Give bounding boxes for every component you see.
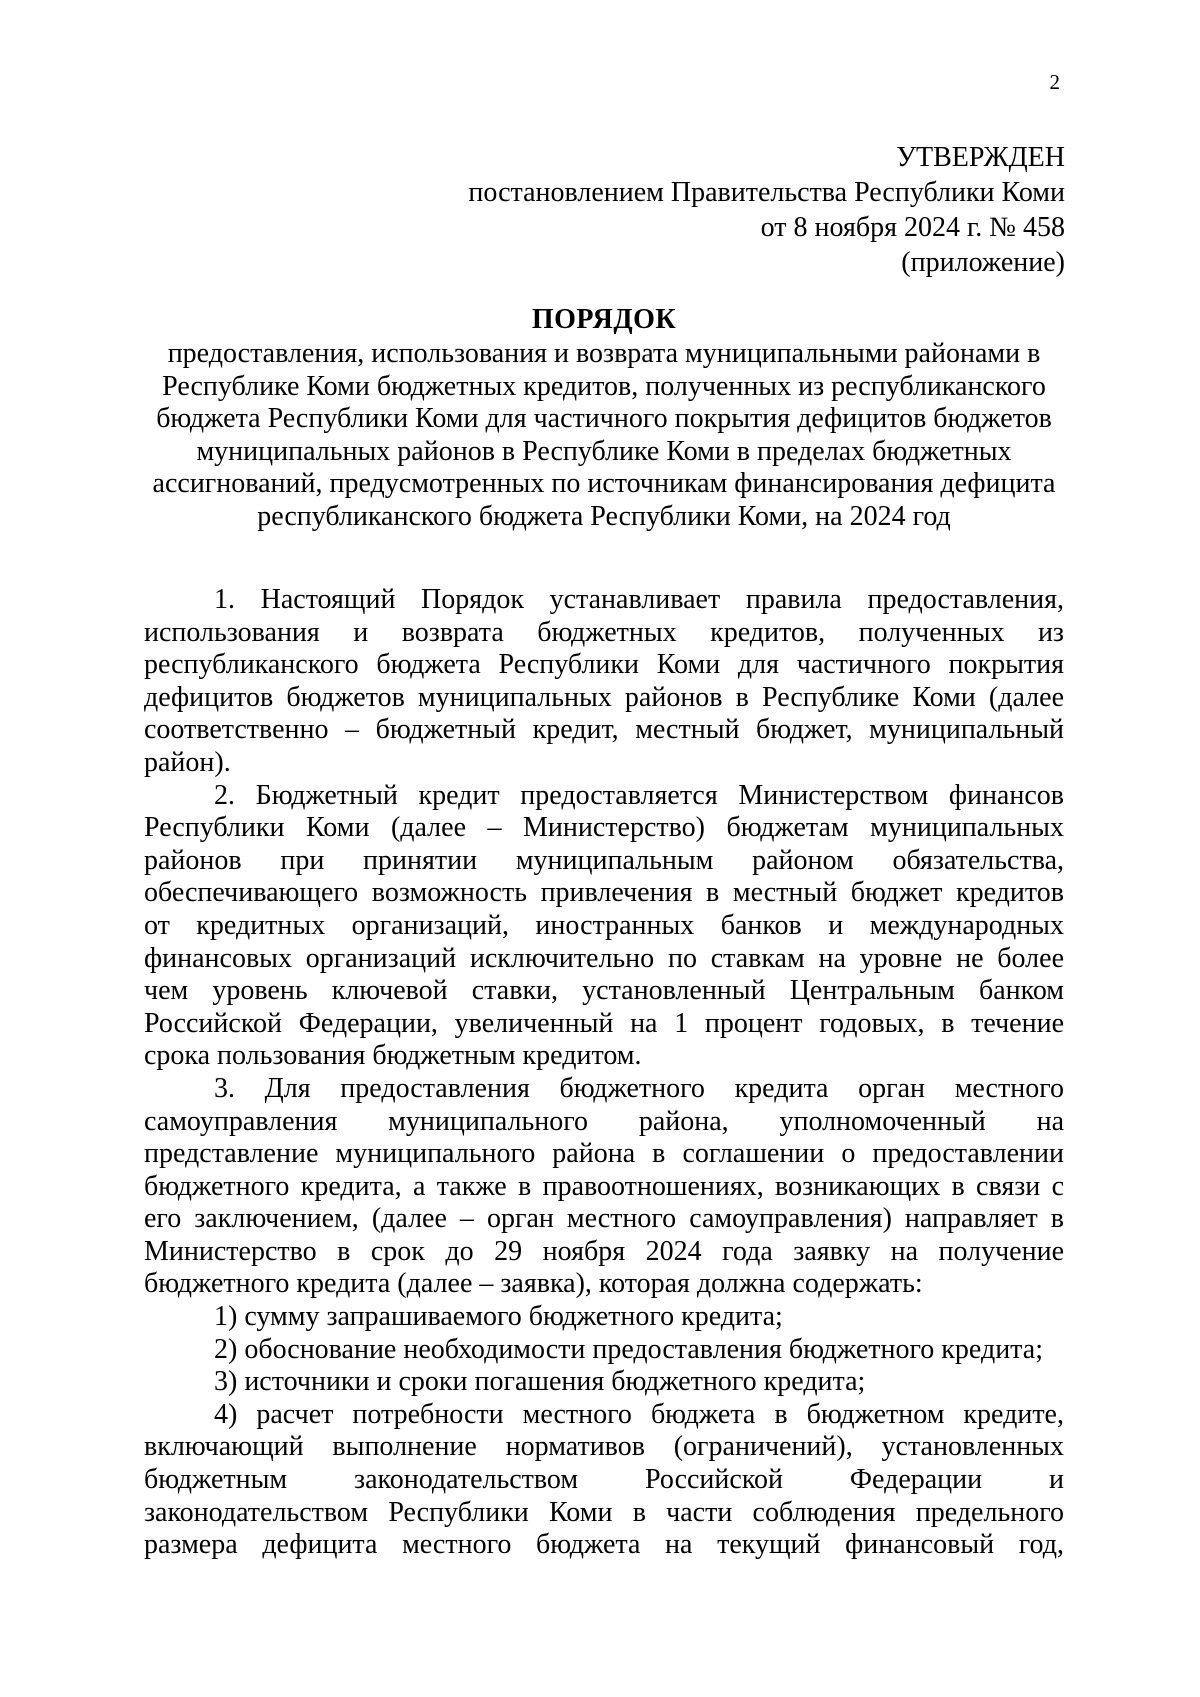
subtitle-line: республиканского бюджета Республики Коми, на 2024 год [257,500,951,532]
text-line: район). [144,746,231,778]
text-line: Российской Федерации, увеличенный на 1 процент годовых, в течение [144,1007,1064,1039]
document-body [144,584,1064,1562]
subtitle-line: ассигнований, предусмотренных по источникам финансирования дефицита [152,468,1056,499]
approval-authority: постановлением Правительства Республики Коми [468,177,1065,208]
approval-appendix: (приложение) [901,247,1065,278]
document-subtitle [144,338,1064,533]
paragraph-2 [144,780,1064,1073]
list-item-1 [144,1301,1064,1334]
text-line: 3. Для предоставления бюджетного кредита орган местного [214,1072,1064,1104]
text-line: бюджетного кредита (далее – заявка), которая должна содержать: [144,1268,923,1300]
list-item-2 [144,1334,1064,1367]
text-line: 2) обоснование необходимости предоставления бюджетного кредита; [214,1333,1043,1365]
page-number: 2 [1049,70,1060,94]
text-line: самоуправления муниципального района, уполномоченный на [144,1105,1064,1137]
text-line: срока пользования бюджетным кредитом. [144,1040,642,1072]
document-title: ПОРЯДОК [531,304,677,335]
text-line: 3) источники и сроки погашения бюджетного кредита; [214,1366,866,1398]
text-line: обеспечивающего возможность привлечения в местный бюджет кредитов [144,877,1064,909]
subtitle-line: муниципальных районов в Республике Коми в пределах бюджетных [196,435,1012,467]
subtitle-line: бюджета Республики Коми для частичного покрытия дефицитов бюджетов [156,403,1052,434]
approval-date-number: от 8 ноября 2024 г. № 458 [760,212,1065,243]
text-line: размера дефицита местного бюджета на текущий финансовый год, [144,1529,1064,1561]
text-line: дефицитов бюджетов муниципальных районов в Республике Коми (далее [144,681,1064,713]
approval-block [468,140,1065,280]
subtitle-line: Республике Коми бюджетных кредитов, полученных из республиканского [162,370,1046,402]
list-item-3 [144,1366,1064,1399]
text-line: включающий выполнение нормативов (ограничений), установленных [144,1431,1064,1463]
paragraph-3 [144,1073,1064,1301]
list-item-4 [144,1399,1064,1562]
text-line: 4) расчет потребности местного бюджета в бюджетном кредите, [214,1398,1064,1430]
text-line: законодательством Республики Коми в части соблюдения предельного [144,1496,1064,1528]
paragraph-1 [144,584,1064,780]
text-line: соответственно – бюджетный кредит, местный бюджет, муниципальный [144,714,1064,746]
text-line: республиканского бюджета Республики Коми для частичного покрытия [144,649,1064,681]
text-line: 1) сумму запрашиваемого бюджетного кредита; [214,1301,783,1333]
approval-status: УТВЕРЖДЕН [896,142,1065,173]
text-line: 1. Настоящий Порядок устанавливает правила предоставления, [214,584,1064,615]
text-line: использования и возврата бюджетных кредитов, полученных из [144,616,1064,648]
text-line: финансовых организаций исключительно по ставкам на уровне не более [144,942,1064,974]
text-line: Министерство в срок до 29 ноября 2024 года заявку на получение [144,1235,1064,1267]
text-line: 2. Бюджетный кредит предоставляется Министерством финансов [214,779,1064,811]
subtitle-line: предоставления, использования и возврата муниципальными районами в [167,338,1041,369]
text-line: от кредитных организаций, иностранных банков и международных [144,909,1064,941]
text-line: бюджетного кредита, а также в правоотношениях, возникающих в связи с [144,1170,1064,1202]
text-line: Республики Коми (далее – Министерство) бюджетам муниципальных [144,812,1064,844]
text-line: его заключением, (далее – орган местного самоуправления) направляет в [144,1203,1064,1235]
text-line: бюджетным законодательством Российской Федерации и [144,1464,1064,1496]
text-line: районов при принятии муниципальным районом обязательства, [144,844,1064,876]
text-line: представление муниципального района в соглашении о предоставлении [144,1138,1064,1170]
text-line: чем уровень ключевой ставки, установленный Центральным банком [144,975,1064,1007]
